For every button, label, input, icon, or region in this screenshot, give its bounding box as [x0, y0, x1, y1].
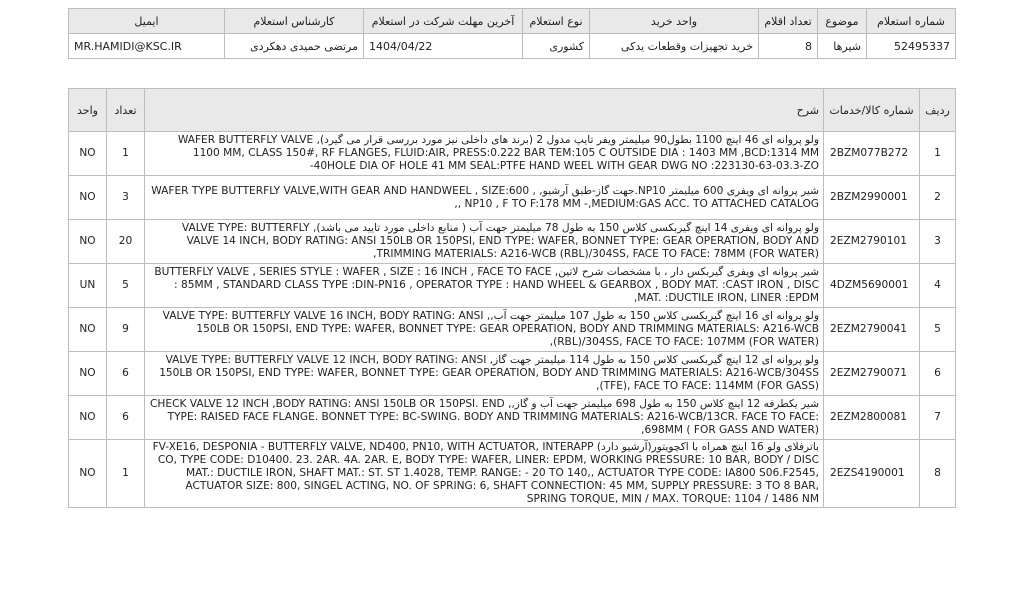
table-row: [69, 308, 956, 352]
item-code: 2EZM2790071: [824, 352, 920, 396]
item-description: [145, 396, 824, 440]
row-index: 5: [920, 308, 956, 352]
inquiry-type: کشوری: [523, 34, 590, 59]
inquiry-email[interactable]: MR.HAMIDI@KSC.IR: [69, 34, 225, 59]
table-row: [69, 396, 956, 440]
item-description-text: شیر یکطرفه 12 اینچ کلاس 150 به طول 698 میلیمتر جهت آب و گاز,, CHECK VALVE 12 INCH ,BODY RATING: ANSI 150LB OR 150PSI. END TYPE: RAISED FACE FLANGE. BONNET TYPE: BC-SWING. BODY AND TRIMMING MATERIALS: A216-WCB/13CR. FACE TO FACE: 698MM ( FOR GASS AND WATER),: [150, 398, 819, 436]
row-index: 1: [920, 132, 956, 176]
row-index: 3: [920, 220, 956, 264]
item-description-text: باترفلای ولو 16 اینچ همراه با اکچویتور(آرشیو دارد) FV-XE16, DESPONIA - BUTTERFLY VALVE, ND400, PN10, WITH ACTUATOR, INTERAPP CO, TYPE CODE: D10400. 23. 2AR. 4A. 2AR. E, BODY TYPE: WAFER, LINER: EPDM, WORKING PRESSURE: 10 BAR, BODY / DISC MAT.: DUCTILE IRON, SHAFT MAT.: ST. ST 1.4028, TEMP. RANGE: - 20 TO 140,, ACTUATOR TYPE CODE: IA800 S06.F2545, ACTUATOR SIZE: 800, SINGEL ACTING, NO. OF SPRING: 6, SHAFT CONNECTION: 45 MM, SUPPLY PRESSURE: 3 TO 8 BAR, SPRING TORQUE, MIN / MAX. TORQUE: 1104 / 1486 NM: [152, 441, 819, 505]
item-qty: 9: [107, 308, 145, 352]
header-subject: موضوع: [818, 9, 867, 34]
inquiry-info-table: [68, 8, 956, 59]
inquiry-deadline: 1404/04/22: [364, 34, 523, 59]
item-qty: 20: [107, 220, 145, 264]
row-index: 4: [920, 264, 956, 308]
item-unit: UN: [69, 264, 107, 308]
table-row: [69, 440, 956, 508]
item-description: [145, 308, 824, 352]
header-unit: واحد: [69, 89, 107, 132]
item-description: [145, 264, 824, 308]
header-purchase-unit: واحد خرید: [590, 9, 759, 34]
header-row-number: ردیف: [920, 89, 956, 132]
inquiry-purchase-unit: خرید تجهیزات وقطعات یدکی: [590, 34, 759, 59]
item-qty: 3: [107, 176, 145, 220]
item-unit: NO: [69, 220, 107, 264]
item-qty: 1: [107, 440, 145, 508]
item-code: 2EZS4190001: [824, 440, 920, 508]
item-description: [145, 176, 824, 220]
item-description-text: ولو پروانه ای 16 اینچ گیربکسی کلاس 150 به طول 107 میلیمتر جهت آب,, VALVE TYPE: BUTTERFLY VALVE 16 INCH, BODY RATING: ANSI 150LB OR 150PSI, END TYPE: WAFER, BONNET TYPE: GEAR OPERATION, BODY AND TRIMMING MATERIALS: A216-WCB (RBL)/304SS, FACE TO FACE: 107MM (FOR WATER),: [162, 310, 819, 348]
item-description: [145, 132, 824, 176]
item-qty: 6: [107, 396, 145, 440]
item-code: 2EZM2800081: [824, 396, 920, 440]
header-item-count: تعداد اقلام: [759, 9, 818, 34]
inquiry-expert: مرتضی حمیدی دهکردی: [225, 34, 364, 59]
item-code: 2BZM2990001: [824, 176, 920, 220]
item-qty: 1: [107, 132, 145, 176]
item-description: [145, 440, 824, 508]
item-unit: NO: [69, 352, 107, 396]
item-code: 2EZM2790041: [824, 308, 920, 352]
inquiry-info-values-row: [69, 34, 956, 59]
item-unit: NO: [69, 396, 107, 440]
item-unit: NO: [69, 308, 107, 352]
row-index: 6: [920, 352, 956, 396]
item-code: 2BZM077B272: [824, 132, 920, 176]
item-description-text: شیر پروانه ای ویفری 600 میلیمتر NP10.جهت گاز-طبق آرشیو, WAFER TYPE BUTTERFLY VALVE,WITH GEAR AND HANDWEEL , SIZE:600 , NP10 , F TO F:178 MM -,MEDIUM:GAS ACC. TO ATTACHED CATALOG ,,: [151, 184, 819, 210]
table-row: [69, 352, 956, 396]
row-index: 2: [920, 176, 956, 220]
table-row: [69, 220, 956, 264]
header-item-code: شماره کالا/خدمات: [824, 89, 920, 132]
item-description-text: ولو پروانه ای ویفری 14 اینچ گیربکسی کلاس 150 به طول 78 میلیمتر جهت آب ( منابع داخلی مورد تایید می باشد), VALVE TYPE: BUTTERFLY VALVE 14 INCH, BODY RATING: ANSI 150LB OR 150PSI, END TYPE: WAFER, BONNET TYPE: GEAR OPERATION, BODY AND TRIMMING MATERIALS: A216-WCB (RBL)/304SS, FACE TO FACE: 78MM (FOR WATER),: [181, 222, 819, 260]
item-description-text: ولو پروانه ای 46 اینچ 1100 بطول90 میلیمتر ویفر تایپ مدول 2 (برند های داخلی نیز مورد بررسی قرار می گیرد), WAFER BUTTERFLY VALVE 1100 MM, CLASS 150#, RF FLANGES, FLUID:AIR, PRESS:0.222 BAR TEM:105 C OUTSIDE DIA : 1403 MM ,BCD:1314 MM 40HOLE DIA OF HOLE 41 MM SEAL:PTFE HAND WEEL WITH GEAR DWG NO :223130-63-03.3-ZO-: [177, 134, 819, 172]
item-unit: NO: [69, 132, 107, 176]
items-table: [68, 88, 956, 508]
header-inquiry-type: نوع استعلام: [523, 9, 590, 34]
header-deadline: آخرین مهلت شرکت در استعلام: [364, 9, 523, 34]
header-qty: تعداد: [107, 89, 145, 132]
item-qty: 5: [107, 264, 145, 308]
item-qty: 6: [107, 352, 145, 396]
table-row: [69, 176, 956, 220]
inquiry-info-header-row: [69, 9, 956, 34]
header-inquiry-number: شماره استعلام: [867, 9, 956, 34]
item-code: 2EZM2790101: [824, 220, 920, 264]
inquiry-item-count: 8: [759, 34, 818, 59]
header-email: ایمیل: [69, 9, 225, 34]
table-row: [69, 132, 956, 176]
item-description: [145, 352, 824, 396]
header-description: شرح: [145, 89, 824, 132]
row-index: 7: [920, 396, 956, 440]
item-description-text: ولو پروانه ای 12 اینچ گیربکسی کلاس 150 به طول 114 میلیمتر جهت گاز, VALVE TYPE: BUTTERFLY VALVE 12 INCH, BODY RATING: ANSI 150LB OR 150PSI, END TYPE: WAFER, BONNET TYPE: GEAR OPERATION, BODY AND TRIMMING MATERIALS: A216-WCB/304SS (TFE), FACE TO FACE: 114MM (FOR GASS),: [159, 354, 819, 392]
item-description-text: شیر پروانه ای ویفری گیربکس دار ، با مشخصات شرح لاتین, BUTTERFLY VALVE , SERIES STYLE : WAFER , SIZE : 16 INCH , FACE TO FACE : 85MM , STANDARD CLASS TYPE :DIN-PN16 , OPERATOR TYPE : HAND WHEEL & GEARBOX , BODY MAT. :CAST IRON , DISC MAT. :DUCTILE IRON, LINER :EPDM,: [154, 266, 819, 304]
item-unit: NO: [69, 440, 107, 508]
items-header-row: [69, 89, 956, 132]
item-description: [145, 220, 824, 264]
row-index: 8: [920, 440, 956, 508]
table-row: [69, 264, 956, 308]
header-expert: کارشناس استعلام: [225, 9, 364, 34]
inquiry-number: 52495337: [867, 34, 956, 59]
item-unit: NO: [69, 176, 107, 220]
item-code: 4DZM5690001: [824, 264, 920, 308]
inquiry-subject: شیرها: [818, 34, 867, 59]
